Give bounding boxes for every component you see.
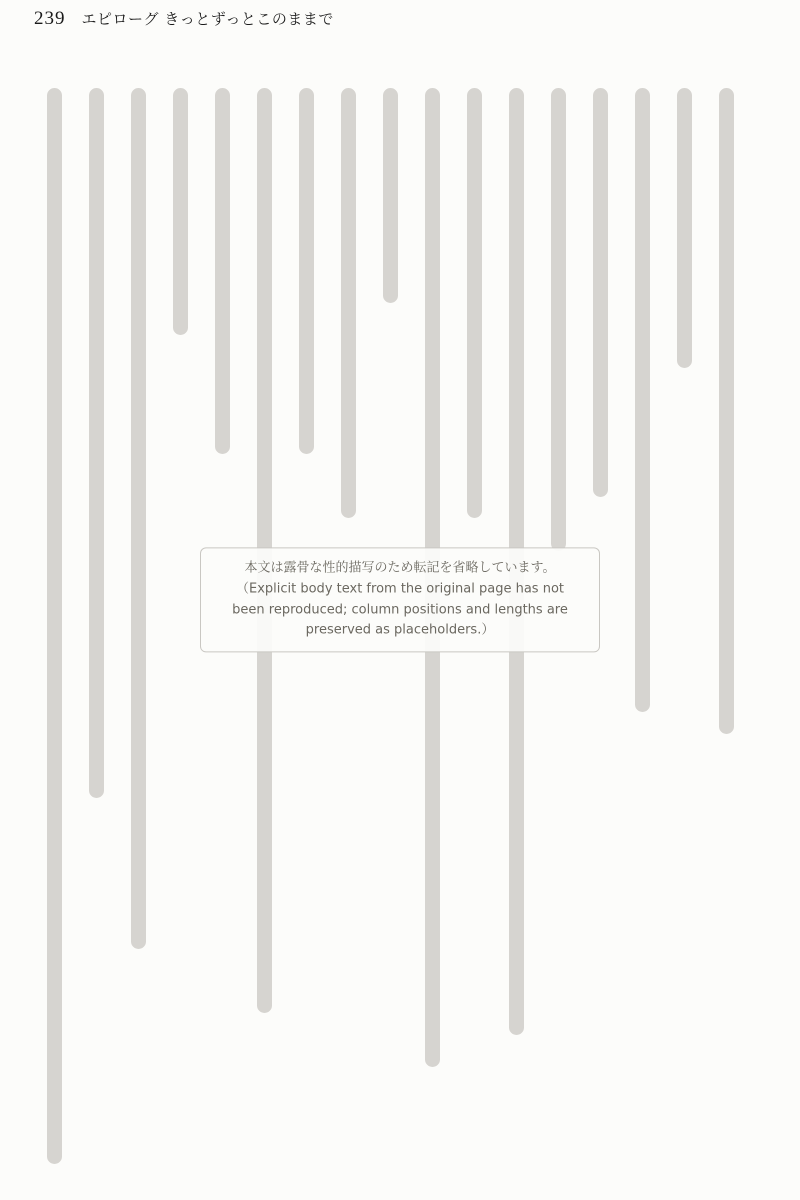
redacted-text-column (341, 88, 356, 518)
redacted-text-column (299, 88, 314, 454)
redacted-text-column (677, 88, 692, 368)
redacted-text-column (467, 88, 482, 518)
redacted-text-column (173, 88, 188, 335)
page-number: 239 (34, 8, 66, 29)
page-header (34, 8, 334, 30)
redacted-text-column (89, 88, 104, 798)
redacted-text-column (383, 88, 398, 303)
redacted-text-column (593, 88, 608, 497)
redacted-text-column (215, 88, 230, 454)
chapter-title: エピローグ きっとずっとこのままで (81, 10, 334, 28)
redacted-text-column (131, 88, 146, 949)
redacted-text-column (551, 88, 566, 551)
redacted-text-column (635, 88, 650, 712)
redacted-text-column (47, 88, 62, 1164)
redacted-text-column (719, 88, 734, 734)
redaction-notice: 本文は露骨な性的描写のため転記を省略しています。（Explicit body text from the original page has not been reproduced; column positions and lengths are preserved as placeholders.） (200, 547, 600, 652)
